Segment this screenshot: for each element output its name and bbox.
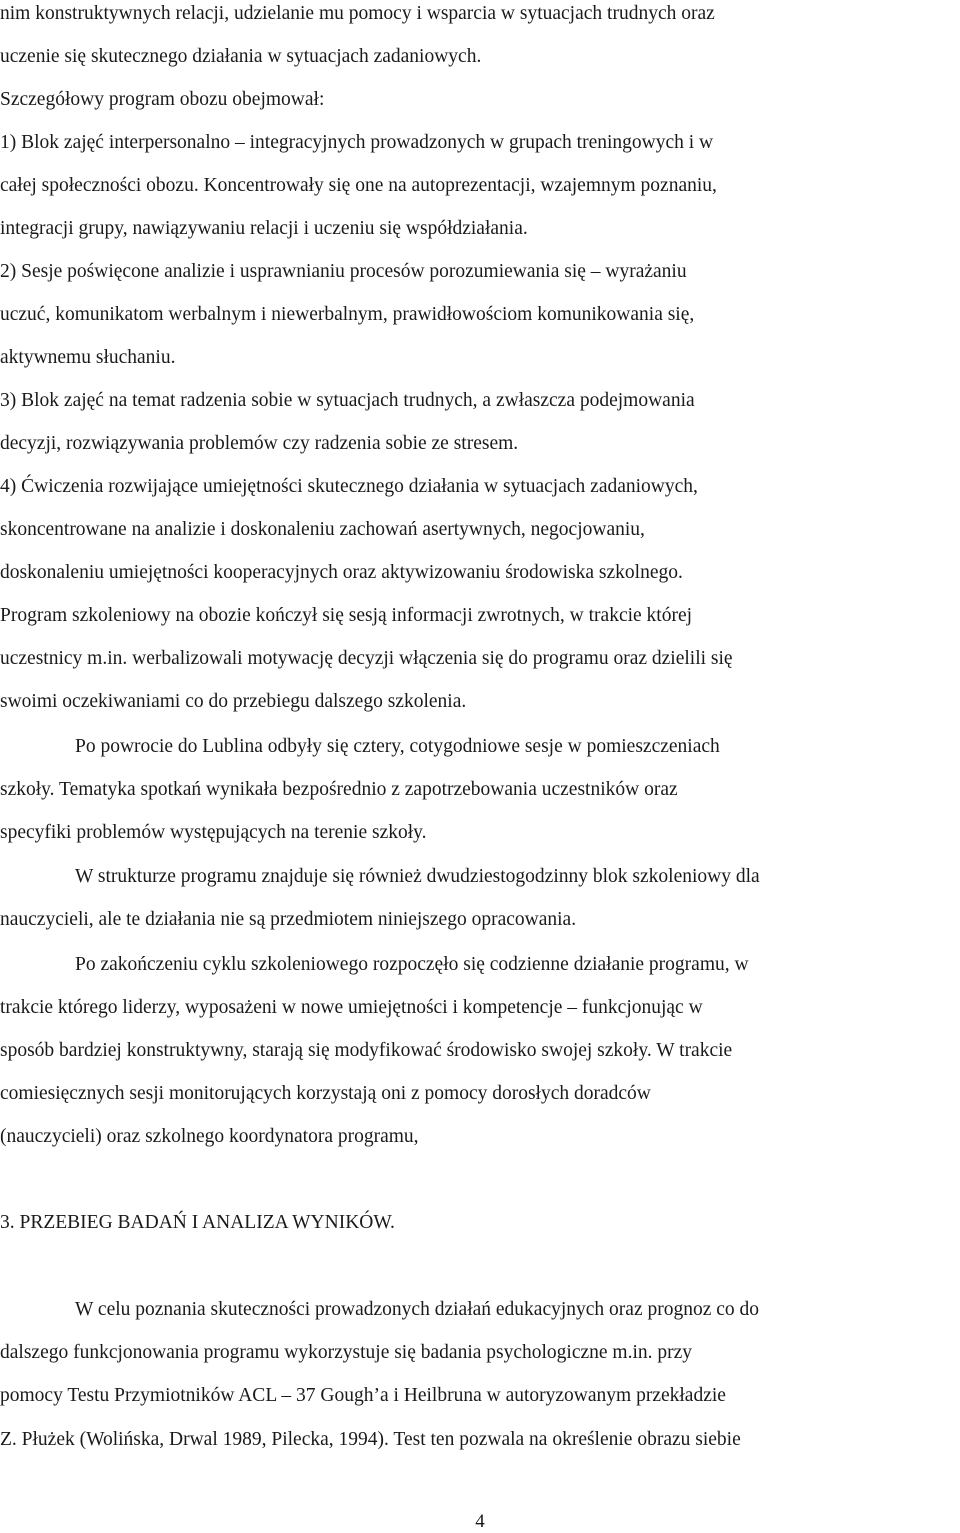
text-line: nauczycieli, ale te działania nie są przedmiotem niniejszego opracowania. <box>0 909 577 930</box>
text-line: integracji grupy, nawiązywaniu relacji i uczeniu się współdziałania. <box>0 218 528 239</box>
text-line: decyzji, rozwiązywania problemów czy radzenia sobie ze stresem. <box>0 433 519 454</box>
text-line: skoncentrowane na analizie i doskonaleniu zachowań asertywnych, negocjowaniu, <box>0 519 645 540</box>
list-item-3: 3) Blok zajęć na temat radzenia sobie w sytuacjach trudnych, a zwłaszcza podejmowania <box>0 390 695 411</box>
list-item-4: 4) Ćwiczenia rozwijające umiejętności skutecznego działania w sytuacjach zadaniowych, <box>0 476 698 497</box>
list-item-1: 1) Blok zajęć interpersonalno – integracyjnych prowadzonych w grupach treningowych i w <box>0 132 714 153</box>
text-line: comiesięcznych sesji monitorujących korzystają oni z pomocy dorosłych doradców <box>0 1083 651 1104</box>
section-heading: 3. PRZEBIEG BADAŃ I ANALIZA WYNIKÓW. <box>0 1212 395 1233</box>
text-line: całej społeczności obozu. Koncentrowały się one na autoprezentacji, wzajemnym poznaniu, <box>0 175 717 196</box>
paragraph-start: Po zakończeniu cyklu szkoleniowego rozpoczęło się codzienne działanie programu, w <box>75 954 749 975</box>
text-line: nim konstruktywnych relacji, udzielanie mu pomocy i wsparcia w sytuacjach trudnych oraz <box>0 3 715 24</box>
paragraph-start: W strukturze programu znajduje się również dwudziestogodzinny blok szkoleniowy dla <box>75 866 760 887</box>
paragraph-start: Po powrocie do Lublina odbyły się cztery, cotygodniowe sesje w pomieszczeniach <box>75 736 720 757</box>
text-line: swoimi oczekiwaniami co do przebiegu dalszego szkolenia. <box>0 691 467 712</box>
text-line: uczenie się skutecznego działania w sytuacjach zadaniowych. <box>0 46 482 67</box>
page-number: 4 <box>475 1511 485 1532</box>
text-line: Szczegółowy program obozu obejmował: <box>0 89 325 110</box>
text-line: (nauczycieli) oraz szkolnego koordynatora programu, <box>0 1126 419 1147</box>
text-line: doskonaleniu umiejętności kooperacyjnych oraz aktywizowaniu środowiska szkolnego. <box>0 562 683 583</box>
text-line: Z. Płużek (Wolińska, Drwal 1989, Pilecka, 1994). Test ten pozwala na określenie obrazu siebie <box>0 1429 741 1450</box>
text-line: dalszego funkcjonowania programu wykorzystuje się badania psychologiczne m.in. przy <box>0 1342 693 1363</box>
text-line: uczestnicy m.in. werbalizowali motywację decyzji włączenia się do programu oraz dzielili się <box>0 648 733 669</box>
list-item-2: 2) Sesje poświęcone analizie i usprawnianiu procesów porozumiewania się – wyrażaniu <box>0 261 687 282</box>
text-line: Program szkoleniowy na obozie kończył się sesją informacji zwrotnych, w trakcie której <box>0 605 693 626</box>
text-line: trakcie którego liderzy, wyposażeni w nowe umiejętności i kompetencje – funkcjonując w <box>0 997 703 1018</box>
text-line: szkoły. Tematyka spotkań wynikała bezpośrednio z zapotrzebowania uczestników oraz <box>0 779 678 800</box>
text-line: aktywnemu słuchaniu. <box>0 347 176 368</box>
paragraph-start: W celu poznania skuteczności prowadzonych działań edukacyjnych oraz prognoz co do <box>75 1299 760 1320</box>
text-line: specyfiki problemów występujących na terenie szkoły. <box>0 822 427 843</box>
text-line: sposób bardziej konstruktywny, starają się modyfikować środowisko swojej szkoły. W trakcie <box>0 1040 733 1061</box>
text-line: pomocy Testu Przymiotników ACL – 37 Gough’a i Heilbruna w autoryzowanym przekładzie <box>0 1385 726 1406</box>
text-line: uczuć, komunikatom werbalnym i niewerbalnym, prawidłowościom komunikowania się, <box>0 304 695 325</box>
